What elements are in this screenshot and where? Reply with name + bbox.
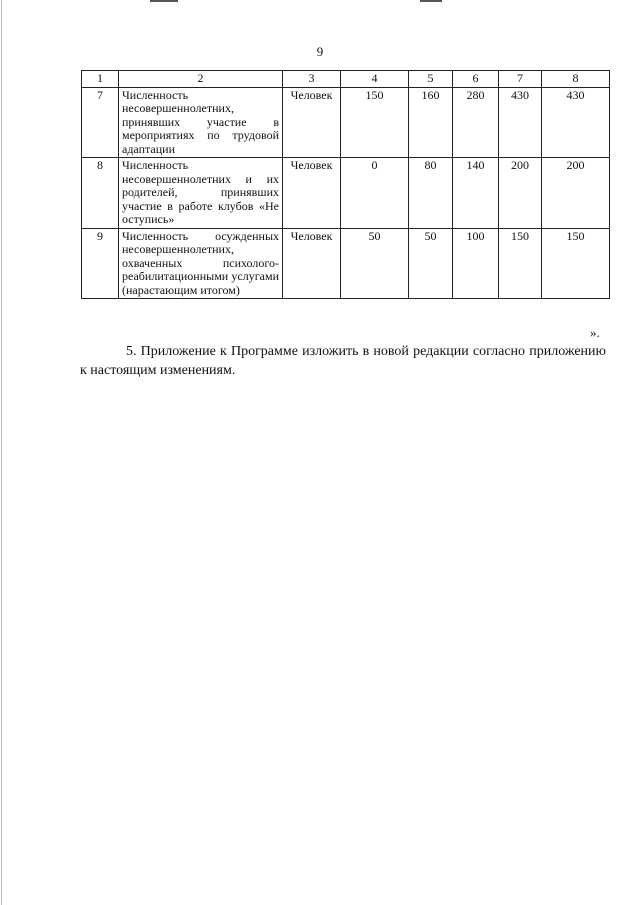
- page-number: 9: [316, 44, 324, 59]
- row-value: 100: [453, 228, 499, 299]
- column-header: 2: [119, 71, 283, 88]
- closing-quote: ».: [590, 325, 600, 340]
- column-header: 4: [341, 71, 409, 88]
- column-header: 8: [542, 71, 610, 88]
- row-number: 7: [82, 87, 119, 158]
- row-value: 50: [409, 228, 453, 299]
- row-unit: Человек: [283, 87, 341, 158]
- row-description: Численность несовершеннолетних и их родителей, принявших участие в работе клубов «Не оступись»: [119, 158, 283, 229]
- table-header-row: [82, 71, 610, 88]
- amendment-paragraph: 5. Приложение к Программе изложить в новой редакции согласно приложению к настоящим изменениям.: [80, 344, 606, 378]
- row-number: 8: [82, 158, 119, 229]
- column-header: 5: [409, 71, 453, 88]
- column-header: 6: [453, 71, 499, 88]
- scan-edge-line: [1, 0, 2, 905]
- scan-mark: [150, 0, 178, 2]
- row-value: 160: [409, 87, 453, 158]
- row-unit: Человек: [283, 158, 341, 229]
- column-header: 7: [499, 71, 542, 88]
- row-unit: Человек: [283, 228, 341, 299]
- row-value: 150: [341, 87, 409, 158]
- row-value: 150: [499, 228, 542, 299]
- row-description: Численность несовершеннолетних, принявших участие в мероприятиях по трудовой адаптации: [119, 87, 283, 158]
- row-value: 50: [341, 228, 409, 299]
- table-row: [82, 87, 610, 158]
- row-value: 430: [542, 87, 610, 158]
- table-row: [82, 228, 610, 299]
- row-value: 80: [409, 158, 453, 229]
- column-header: 1: [82, 71, 119, 88]
- row-value: 200: [542, 158, 610, 229]
- row-value: 0: [341, 158, 409, 229]
- row-value: 200: [499, 158, 542, 229]
- data-table: [81, 70, 610, 299]
- row-description: Численность осужденных несовершеннолетних, охваченных психолого-реабилитационными услугами (нарастающим итогом): [119, 228, 283, 299]
- row-value: 140: [453, 158, 499, 229]
- row-value: 430: [499, 87, 542, 158]
- scan-mark: [420, 0, 442, 2]
- table-row: [82, 158, 610, 229]
- row-number: 9: [82, 228, 119, 299]
- row-value: 280: [453, 87, 499, 158]
- row-value: 150: [542, 228, 610, 299]
- column-header: 3: [283, 71, 341, 88]
